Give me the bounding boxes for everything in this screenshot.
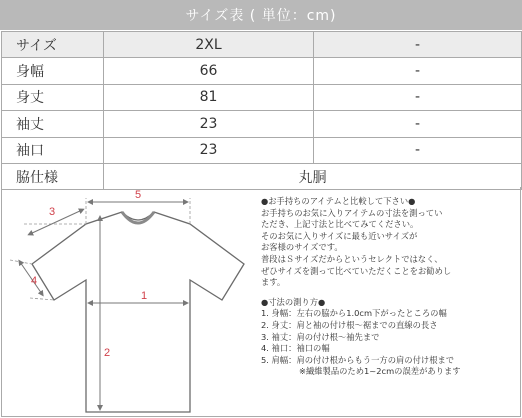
measure-item: 3. 袖丈：肩の付け根～袖先まで — [261, 331, 380, 342]
table-row — [2, 137, 522, 163]
header-size-1: 2XL — [104, 32, 314, 58]
label-5: 5 — [134, 189, 142, 201]
tolerance-note: ※繊維製品のため1~2cmの誤差があります — [299, 366, 461, 377]
measure-item: 1. 身幅：左右の脇から1.0cm下がったところの幅 — [261, 308, 447, 319]
label-2: 2 — [103, 347, 111, 359]
row-label: 袖口 — [2, 137, 104, 163]
table-row — [2, 163, 522, 189]
tshirt-diagram — [4, 188, 252, 414]
label-1: 1 — [140, 290, 148, 302]
table-row — [2, 84, 522, 110]
row-value: - — [314, 84, 522, 110]
row-value: 23 — [104, 111, 314, 137]
row-value: 81 — [104, 84, 314, 110]
row-value: 23 — [104, 137, 314, 163]
header-label: サイズ — [2, 32, 104, 58]
row-value: 66 — [104, 58, 314, 84]
table-row — [2, 111, 522, 137]
row-label: 身丈 — [2, 84, 104, 110]
intro-line: ます。 — [261, 277, 286, 288]
row-label: 袖丈 — [2, 111, 104, 137]
measure-item: 2. 身丈：肩と袖の付け根～裾までの直線の長さ — [261, 319, 438, 330]
row-label: 身幅 — [2, 58, 104, 84]
intro-line: お手持ちのお気に入りアイテムの寸法を測ってい — [261, 207, 443, 218]
arrow-sleeve-length — [30, 210, 82, 234]
intro-heading: ●お手持ちのアイテムと比較して下さい● — [261, 196, 416, 206]
measure-heading: ●寸法の測り方● — [261, 296, 326, 307]
intro-line: 普段はＳサイズだからというセレクトではなく、 — [261, 253, 443, 264]
row-value: - — [314, 58, 522, 84]
measure-item: 5. 肩幅：肩の付け根からもう一方の肩の付け根まで — [261, 354, 455, 365]
label-4: 4 — [30, 275, 38, 287]
measure-item: 4. 袖口：袖口の幅 — [261, 343, 330, 354]
table-row — [2, 58, 522, 84]
row-label: 脇仕様 — [2, 163, 104, 189]
tshirt-outline — [32, 212, 244, 412]
row-value: - — [314, 111, 522, 137]
row-value-merged: 丸胴 — [104, 163, 522, 189]
intro-line: お客様のサイズです。 — [261, 242, 343, 253]
intro-line: ぜひサイズを測って比べていただくことをお勧めし — [261, 265, 452, 276]
label-3: 3 — [48, 206, 56, 218]
row-value: - — [314, 137, 522, 163]
size-table — [1, 31, 522, 190]
header-size-2: - — [314, 32, 522, 58]
size-chart-title: サイズ表 ( 単位：cm) — [0, 0, 522, 30]
size-notes — [261, 196, 519, 378]
table-header-row — [2, 32, 522, 58]
intro-line: そのお気に入りサイズに最も近いサイズが — [261, 230, 418, 241]
intro-line: ただき、上記寸法と比べてみてください。 — [261, 219, 419, 230]
